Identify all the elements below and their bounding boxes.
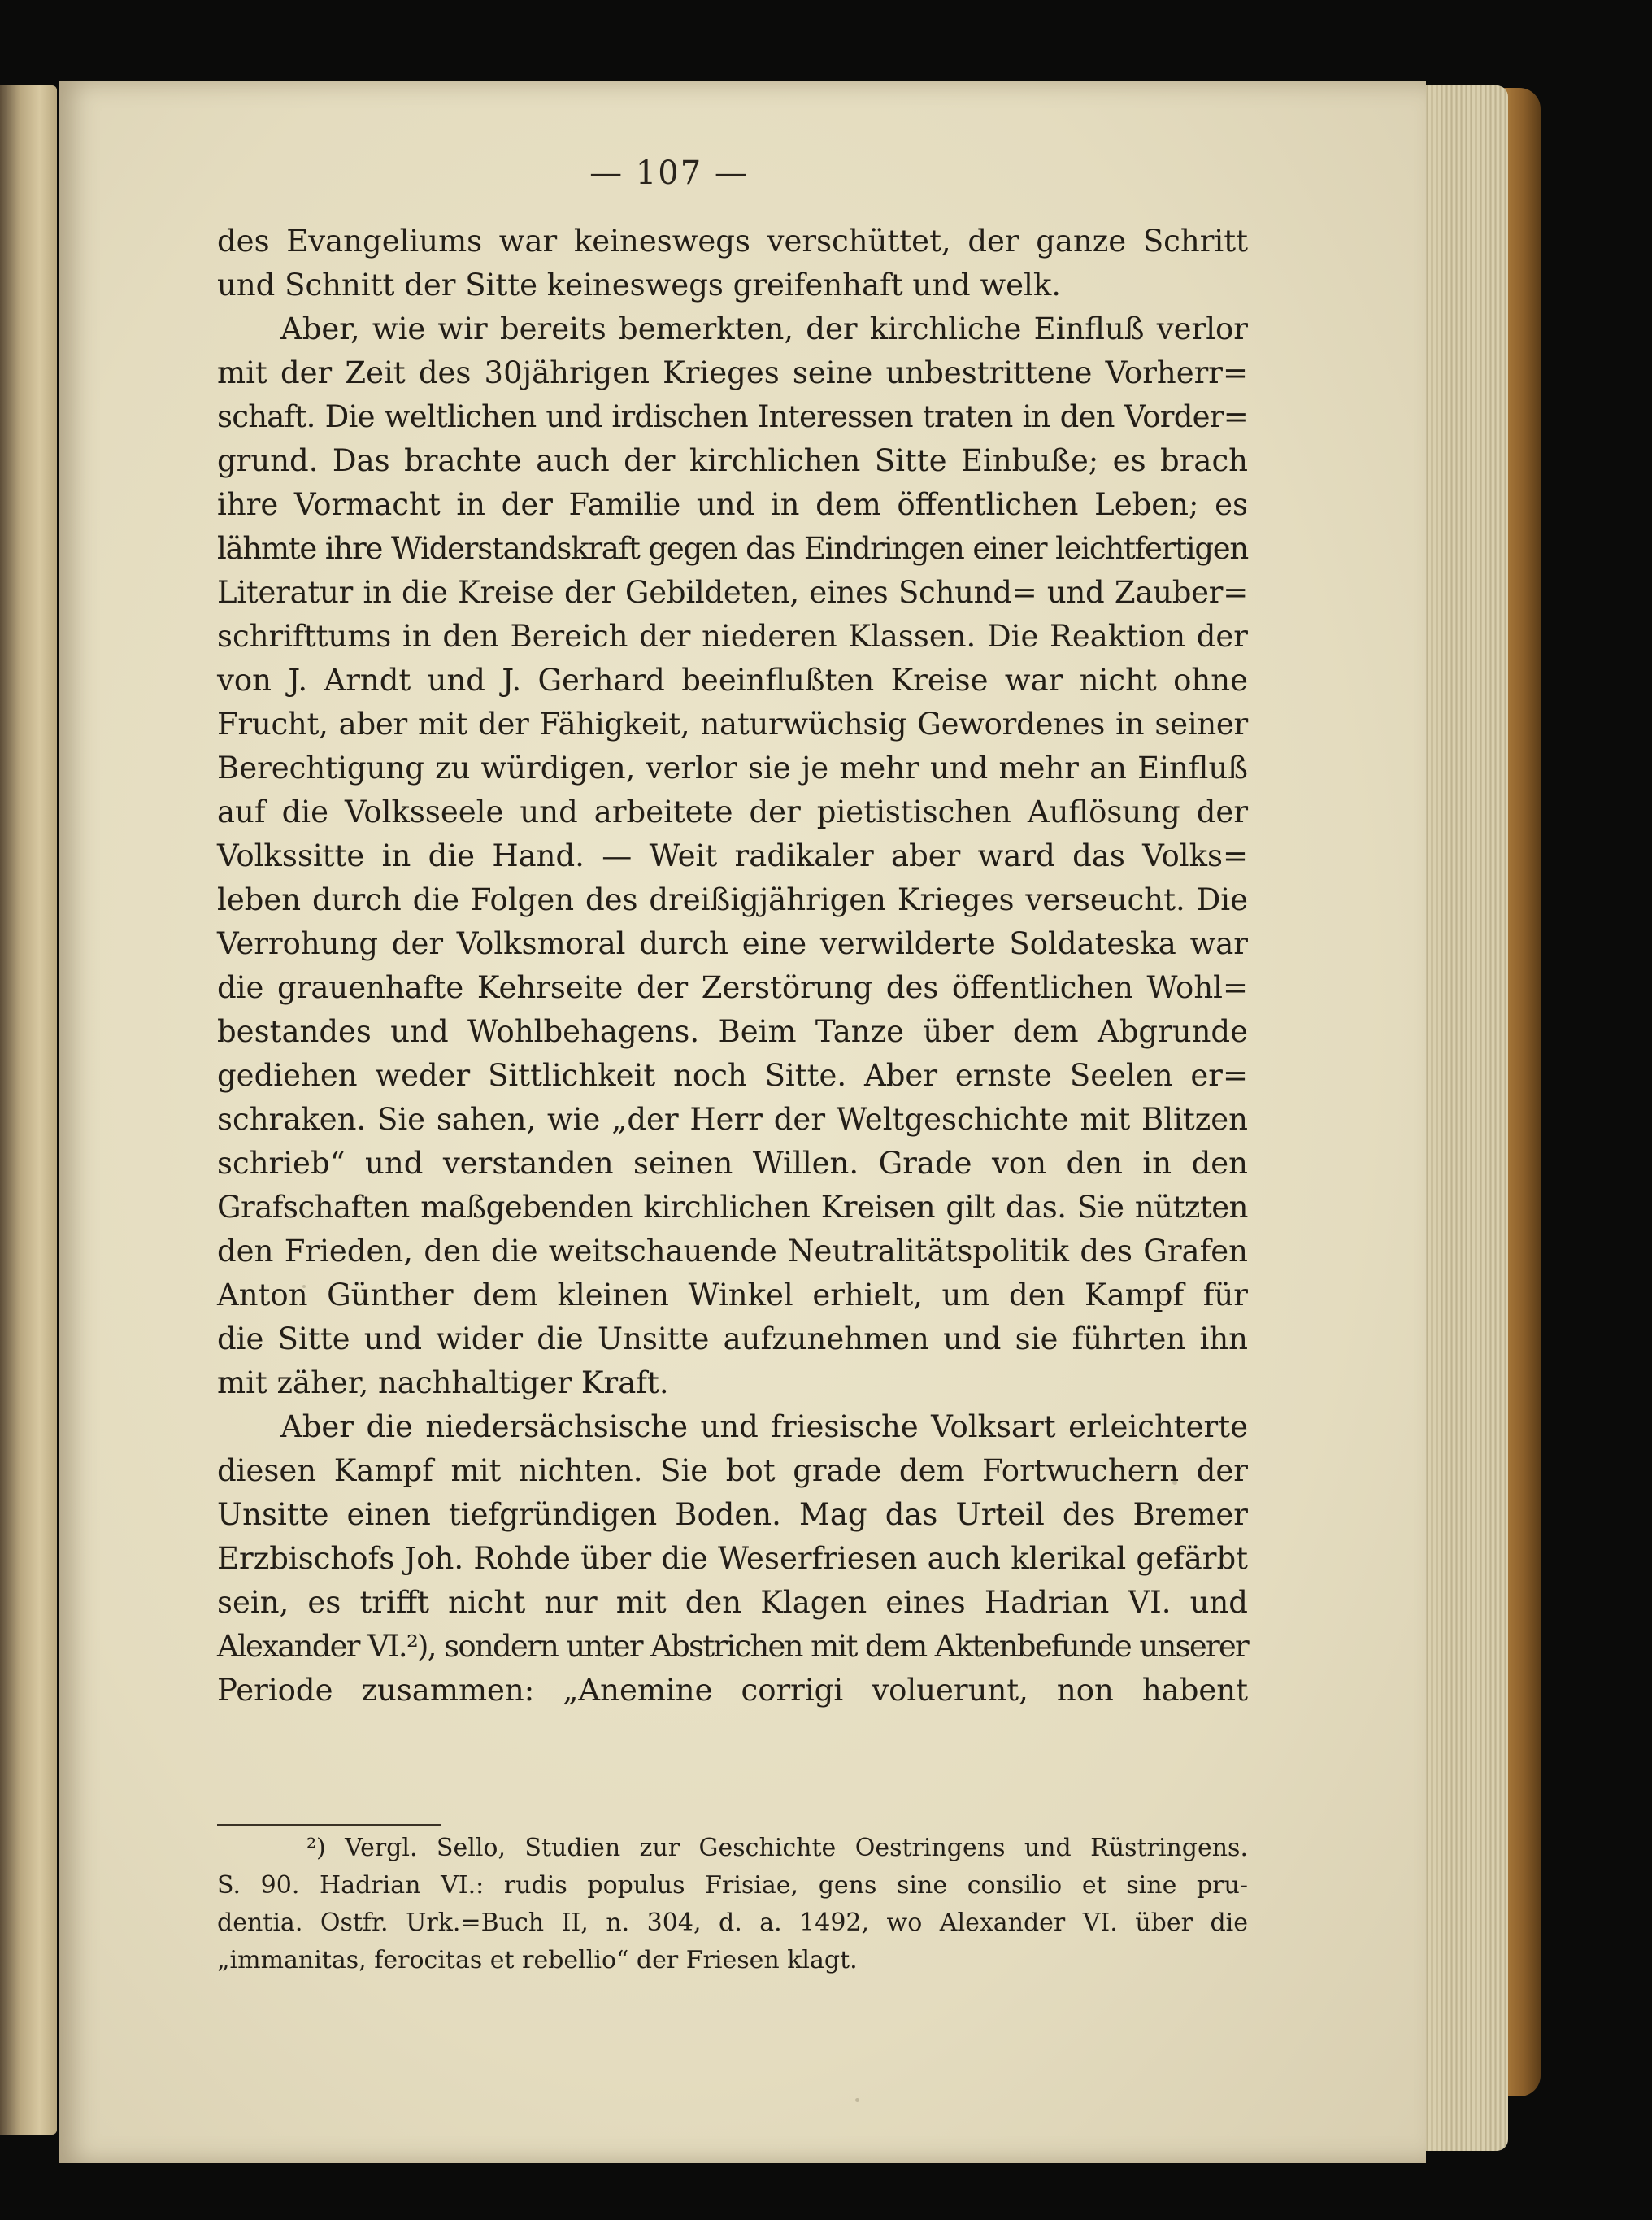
text-line: Verrohung der Volksmoral durch eine verwilderte Soldateska war [217,926,1248,961]
text-line: ihre Vormacht in der Familie und in dem öffentlichen Leben; es [217,487,1248,522]
text-line: leben durch die Folgen des dreißigjährigen Krieges verseucht. Die [217,882,1248,917]
text-line: Aber die niedersächsische und friesische Volksart erleichterte [280,1409,1248,1444]
footnote-line: dentia. Ostfr. Urk.=Buch II, n. 304, d. a. 1492, wo Alexander VI. über die [217,1909,1248,1937]
text-line: den Frieden, den die weitschauende Neutralitätspolitik des Grafen [217,1234,1248,1269]
book-page [59,81,1426,2163]
paper-speck [1172,1480,1177,1485]
text-line: Literatur in die Kreise der Gebildeten, eines Schund= und Zauber= [217,575,1248,610]
paper-speck [855,2098,859,2102]
footnote-line: ²) Vergl. Sello, Studien zur Geschichte Oestringens und Rüstringens. [306,1834,1248,1862]
text-line: sein, es trifft nicht nur mit den Klagen eines Hadrian VI. und [217,1585,1248,1620]
text-line: grund. Das brachte auch der kirchlichen Sitte Einbuße; es brach [217,443,1248,478]
text-line: Aber, wie wir bereits bemerkten, der kirchliche Einfluß verlor [280,311,1248,346]
previous-page-edge [0,85,57,2135]
footnote-line: S. 90. Hadrian VI.: rudis populus Frisiae, gens sine consilio et sine pru- [217,1871,1248,1900]
page-number: — 107 — [589,155,749,192]
text-line: Frucht, aber mit der Fähigkeit, naturwüchsig Gewordenes in seiner [217,707,1248,742]
text-line: mit der Zeit des 30jährigen Krieges seine unbestrittene Vorherr= [217,355,1248,390]
paper-speck [302,1285,306,1288]
text-line: Erzbischofs Joh. Rohde über die Weserfriesen auch klerikal gefärbt [217,1541,1248,1576]
body-text [217,220,1248,1713]
text-line: schrifttums in den Bereich der niederen Klassen. Die Reaktion der [217,619,1248,654]
text-line: Berechtigung zu würdigen, verlor sie je mehr und mehr an Einfluß [217,751,1248,786]
text-line: diesen Kampf mit nichten. Sie bot grade dem Fortwuchern der [217,1453,1248,1488]
page-stack-edge [1419,85,1508,2151]
text-line: und Schnitt der Sitte keineswegs greifenhaft und welk. [217,268,1062,303]
text-line: Periode zusammen: „Anemine corrigi voluerunt, non habent [217,1673,1248,1708]
text-line: lähmte ihre Widerstandskraft gegen das Eindringen einer leichtfertigen [217,531,1248,566]
text-line: die Sitte und wider die Unsitte aufzunehmen und sie führten ihn [217,1321,1248,1356]
text-line: mit zäher, nachhaltiger Kraft. [217,1365,669,1400]
text-line: gediehen weder Sittlichkeit noch Sitte. Aber ernste Seelen er= [217,1058,1248,1093]
footnotes [217,1830,1248,1979]
text-line: auf die Volksseele und arbeitete der pietistischen Auflösung der [217,794,1248,829]
text-line: Unsitte einen tiefgründigen Boden. Mag das Urteil des Bremer [217,1497,1248,1532]
text-line: Anton Günther dem kleinen Winkel erhielt, um den Kampf für [217,1278,1248,1312]
text-line: schaft. Die weltlichen und irdischen Interessen traten in den Vorder= [217,399,1248,434]
text-line: schrieb“ und verstanden seinen Willen. Grade von den in den [217,1146,1248,1181]
text-line: von J. Arndt und J. Gerhard beeinflußten Kreise war nicht ohne [217,663,1248,698]
text-line: Grafschaften maßgebenden kirchlichen Kreisen gilt das. Sie nützten [217,1190,1248,1225]
footnote-divider [217,1824,441,1826]
text-line: schraken. Sie sahen, wie „der Herr der Weltgeschichte mit Blitzen [217,1102,1248,1137]
text-line: des Evangeliums war keineswegs verschüttet, der ganze Schritt [217,224,1248,259]
text-line: Alexander VI.²), sondern unter Abstrichen mit dem Aktenbefunde unserer [217,1629,1248,1664]
text-line: Volkssitte in die Hand. — Weit radikaler aber ward das Volks= [217,838,1248,873]
footnote-line: „immanitas, ferocitas et rebellio“ der Friesen klagt. [217,1946,858,1974]
text-line: die grauenhafte Kehrseite der Zerstörung des öffentlichen Wohl= [217,970,1248,1005]
text-line: bestandes und Wohlbehagens. Beim Tanze über dem Abgrunde [217,1014,1248,1049]
